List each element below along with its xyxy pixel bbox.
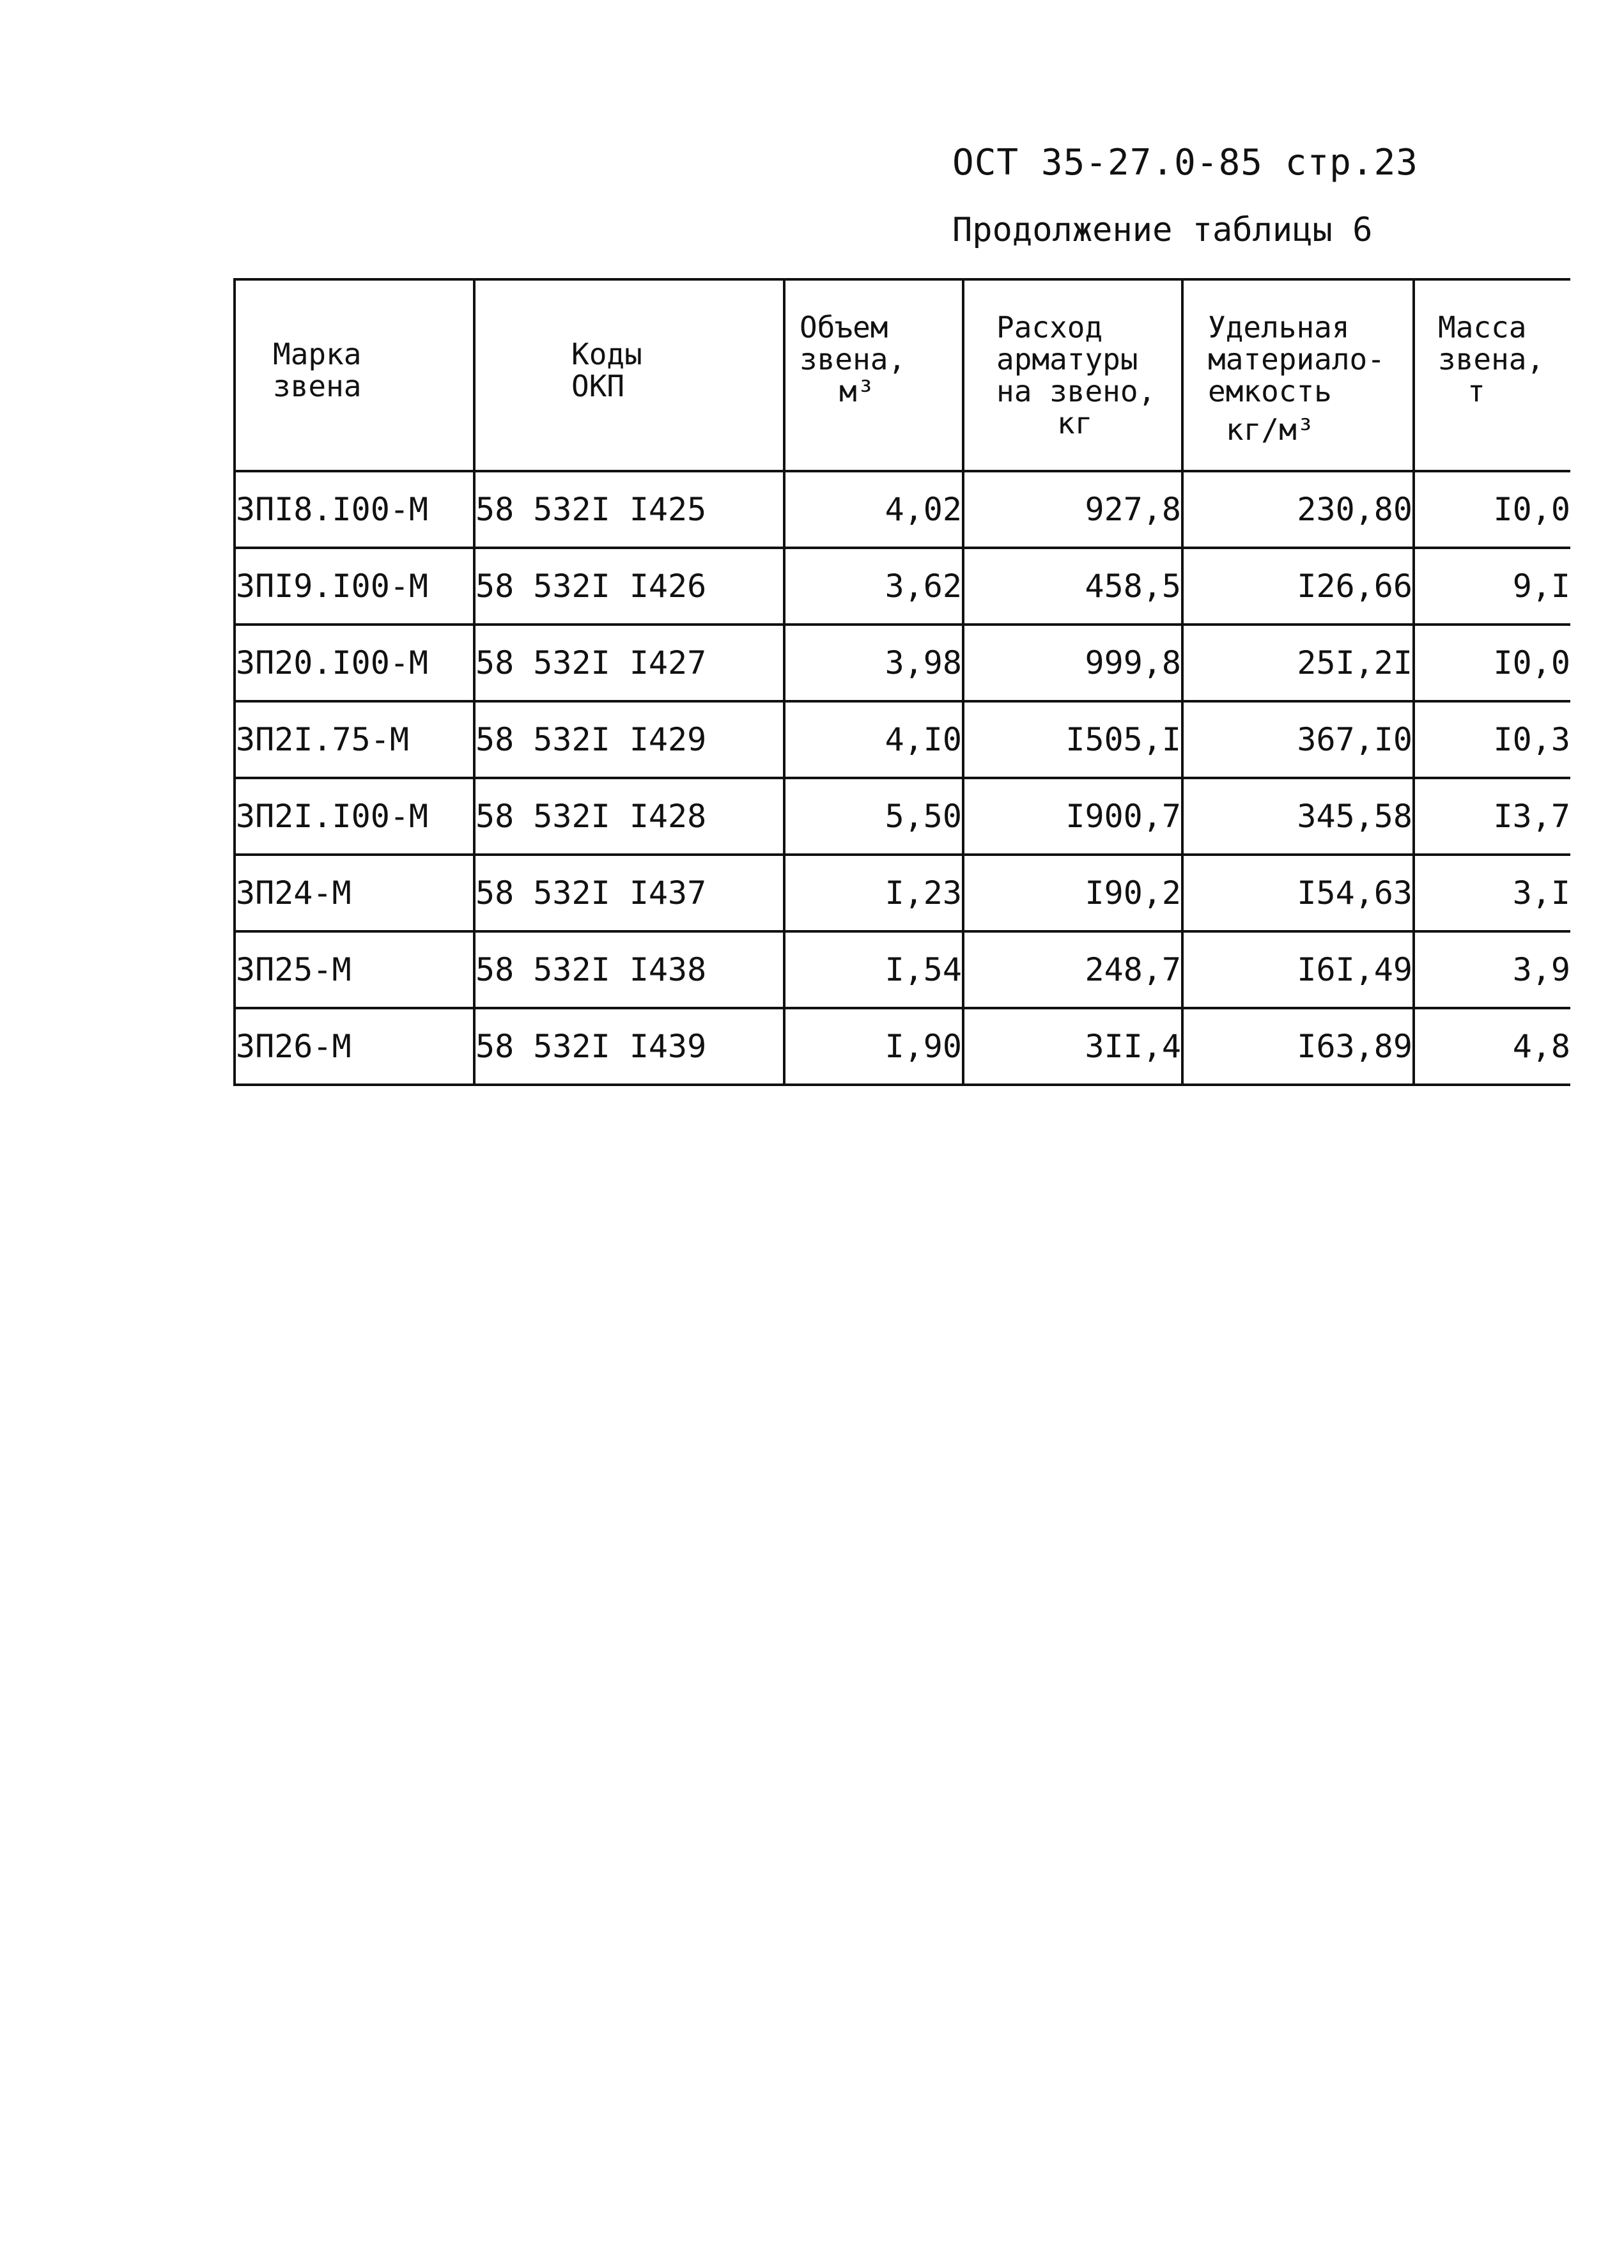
cell-specific: I63,89	[1182, 1008, 1414, 1085]
cell-specific: 230,80	[1182, 471, 1414, 548]
cell-volume: 3,62	[784, 548, 963, 625]
header-line: Расход	[996, 310, 1103, 345]
cell-mass: 9,I	[1414, 548, 1570, 625]
cell-volume: I,54	[784, 931, 963, 1008]
cell-mass: I0,0	[1414, 471, 1570, 548]
data-table	[233, 278, 1570, 1086]
cell-volume: I,23	[784, 855, 963, 931]
header-cell-mark	[235, 279, 474, 471]
cell-code: 58 532I I437	[474, 855, 784, 931]
cell-rebar: 3II,4	[963, 1008, 1182, 1085]
table-body	[235, 471, 1570, 1085]
cell-mass: 3,9	[1414, 931, 1570, 1008]
header-cell-volume	[784, 279, 963, 471]
cell-mark: 3ПI8.I00-М	[235, 471, 474, 548]
table-header	[235, 279, 1570, 471]
cell-rebar: 999,8	[963, 625, 1182, 701]
table-row	[235, 855, 1570, 931]
table-row	[235, 625, 1570, 701]
header-line: Объем	[800, 310, 888, 345]
cell-rebar: I505,I	[963, 701, 1182, 778]
cell-specific: I26,66	[1182, 548, 1414, 625]
header-line: м³	[839, 374, 875, 408]
cell-code: 58 532I I425	[474, 471, 784, 548]
header-line: на звено,	[996, 374, 1156, 408]
cell-mass: 4,8	[1414, 1008, 1570, 1085]
header-line: ОКП	[571, 369, 625, 403]
document-reference: ОСТ 35-27.0-85 стр.23	[952, 142, 1419, 183]
cell-volume: 3,98	[784, 625, 963, 701]
cell-rebar: 248,7	[963, 931, 1182, 1008]
cell-code: 58 532I I427	[474, 625, 784, 701]
header-line: т	[1467, 374, 1485, 408]
header-line: Удельная	[1208, 310, 1350, 345]
cell-code: 58 532I I426	[474, 548, 784, 625]
cell-code: 58 532I I439	[474, 1008, 784, 1085]
header-line: звена,	[800, 342, 906, 377]
header-cell-specific	[1182, 279, 1414, 471]
header-row	[235, 279, 1570, 471]
header-cell-mass	[1414, 279, 1570, 471]
cell-rebar: I90,2	[963, 855, 1182, 931]
cell-specific: 345,58	[1182, 778, 1414, 855]
header-line: звена	[273, 369, 362, 403]
cell-mass: I3,7	[1414, 778, 1570, 855]
table-caption: Продолжение таблицы 6	[952, 211, 1373, 249]
cell-volume: I,90	[784, 1008, 963, 1085]
table-row	[235, 701, 1570, 778]
cell-specific: 367,I0	[1182, 701, 1414, 778]
header-line: кг	[1057, 406, 1093, 440]
cell-specific: I6I,49	[1182, 931, 1414, 1008]
cell-mark: 3П24-М	[235, 855, 474, 931]
cell-specific: I54,63	[1182, 855, 1414, 931]
cell-rebar: 458,5	[963, 548, 1182, 625]
cell-mark: 3П2I.75-М	[235, 701, 474, 778]
cell-mark: 3П20.I00-М	[235, 625, 474, 701]
cell-mark: 3П25-М	[235, 931, 474, 1008]
header-cell-rebar	[963, 279, 1182, 471]
cell-rebar: I900,7	[963, 778, 1182, 855]
cell-volume: 4,02	[784, 471, 963, 548]
header-line: материало-	[1208, 342, 1385, 377]
cell-specific: 25I,2I	[1182, 625, 1414, 701]
cell-volume: 4,I0	[784, 701, 963, 778]
header-line: арматуры	[996, 342, 1138, 377]
table-row	[235, 1008, 1570, 1085]
cell-volume: 5,50	[784, 778, 963, 855]
cell-mass: I0,0	[1414, 625, 1570, 701]
table-row	[235, 931, 1570, 1008]
cell-code: 58 532I I438	[474, 931, 784, 1008]
cell-mark: 3П26-М	[235, 1008, 474, 1085]
header-line: звена,	[1438, 342, 1545, 377]
header-line: Марка	[273, 337, 362, 371]
header-line: Масса	[1438, 310, 1527, 345]
header-cell-code	[474, 279, 784, 471]
cell-mass: I0,3	[1414, 701, 1570, 778]
header-line: кг/м³	[1226, 412, 1315, 447]
cell-mass: 3,I	[1414, 855, 1570, 931]
cell-code: 58 532I I428	[474, 778, 784, 855]
cell-mark: 3П2I.I00-М	[235, 778, 474, 855]
cell-mark: 3ПI9.I00-М	[235, 548, 474, 625]
table-row	[235, 778, 1570, 855]
cell-code: 58 532I I429	[474, 701, 784, 778]
header-line: емкость	[1208, 374, 1332, 408]
cell-rebar: 927,8	[963, 471, 1182, 548]
table-row	[235, 548, 1570, 625]
header-line: Коды	[571, 337, 642, 371]
table-row	[235, 471, 1570, 548]
